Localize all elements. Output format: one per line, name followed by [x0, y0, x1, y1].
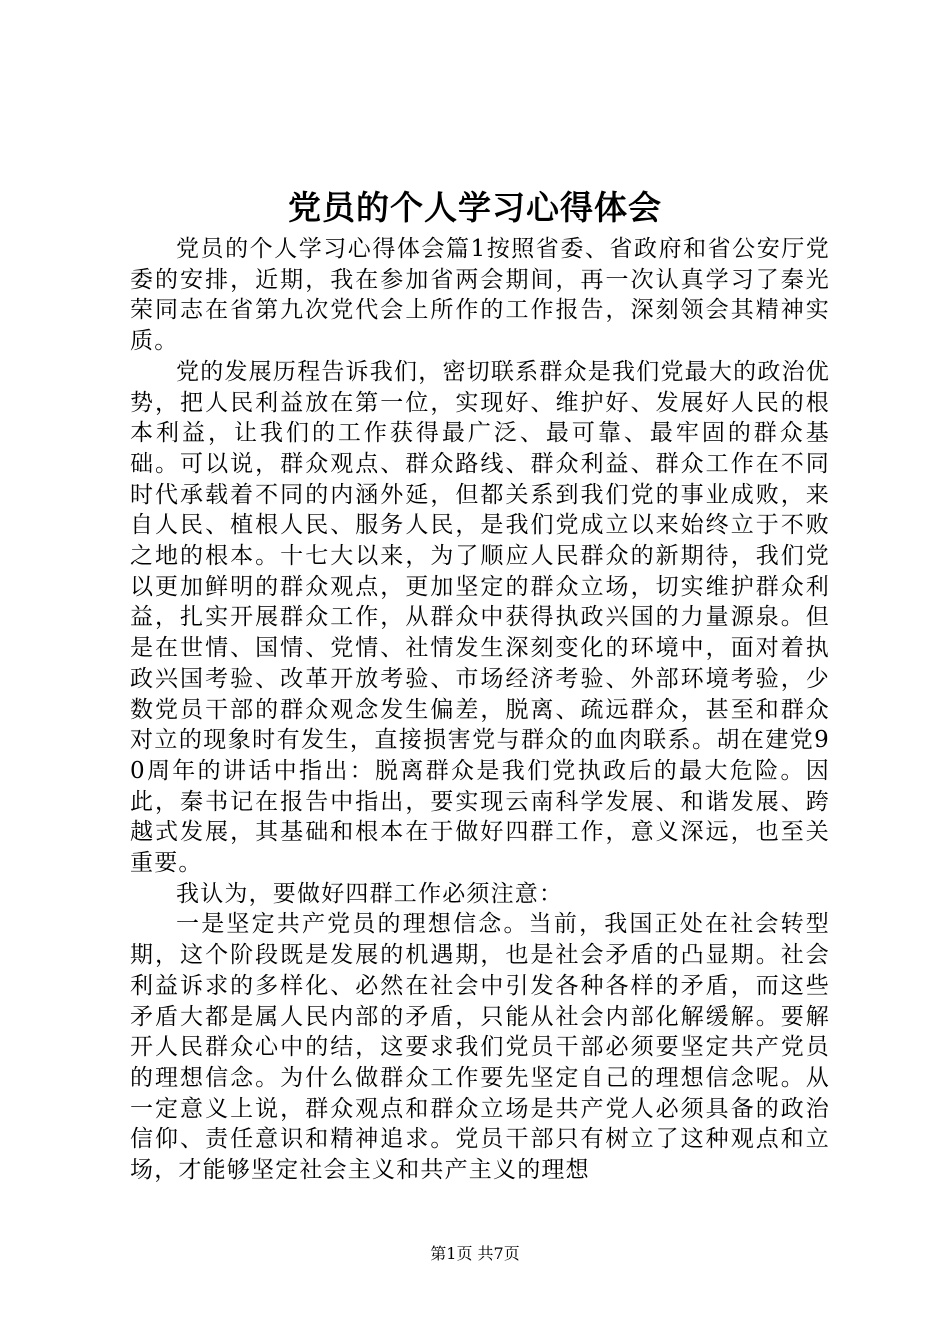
page-footer: 第1页 共7页 [430, 1244, 520, 1263]
paragraph-4: 一是坚定共产党员的理想信念。当前，我国正处在社会转型期，这个阶段既是发展的机遇期，也是社会矛盾的凸显期。社会利益诉求的多样化、必然在社会中引发各种各样的矛盾，而这些矛盾大都是属人民内部的矛盾，只能从社会内部化解缓解。要解开人民群众心中的结，这要求我们党员干部必须要坚定共产党员的理想信念。为什么做群众工作要先坚定自己的理想信念呢。从一定意义上说，群众观点和群众立场是共产党人必须具备的政治信仰、责任意识和精神追求。党员干部只有树立了这种观点和立场，才能够坚定社会主义和共产主义的理想 [130, 911, 830, 1184]
document-body [130, 234, 830, 1186]
paragraph-1: 党员的个人学习心得体会篇1按照省委、省政府和省公安厅党委的安排，近期，我在参加省两会期间，再一次认真学习了秦光荣同志在省第九次党代会上所作的工作报告，深刻领会其精神实质。 [130, 236, 830, 355]
paragraph-2: 党的发展历程告诉我们，密切联系群众是我们党最大的政治优势，把人民利益放在第一位，实现好、维护好、发展好人民的根本利益，让我们的工作获得最广泛、最可靠、最牢固的群众基础。可以说，群众观点、群众路线、群众利益、群众工作在不同时代承载着不同的内涵外延，但都关系到我们党的事业成败，来自人民、植根人民、服务人民，是我们党成立以来始终立于不败之地的根本。十七大以来，为了顺应人民群众的新期待，我们党以更加鲜明的群众观点，更加坚定的群众立场，切实维护群众利益，扎实开展群众工作，从群众中获得执政兴国的力量源泉。但是在世情、国情、党情、社情发生深刻变化的环境中，面对着执政兴国考验、改革开放考验、市场经济考验、外部环境考验，少数党员干部的群众观念发生偏差，脱离、疏远群众，甚至和群众对立的现象时有发生，直接损害党与群众的血肉联系。胡在建党90周年的讲话中指出：脱离群众是我们党执政后的最大危险。因此，秦书记在报告中指出，要实现云南科学发展、和谐发展、跨越式发展，其基础和根本在于做好四群工作，意义深远，也至关重要。 [130, 358, 830, 877]
document-title: 党员的个人学习心得体会 [288, 188, 662, 227]
paragraph-3: 我认为，要做好四群工作必须注意： [176, 880, 564, 907]
